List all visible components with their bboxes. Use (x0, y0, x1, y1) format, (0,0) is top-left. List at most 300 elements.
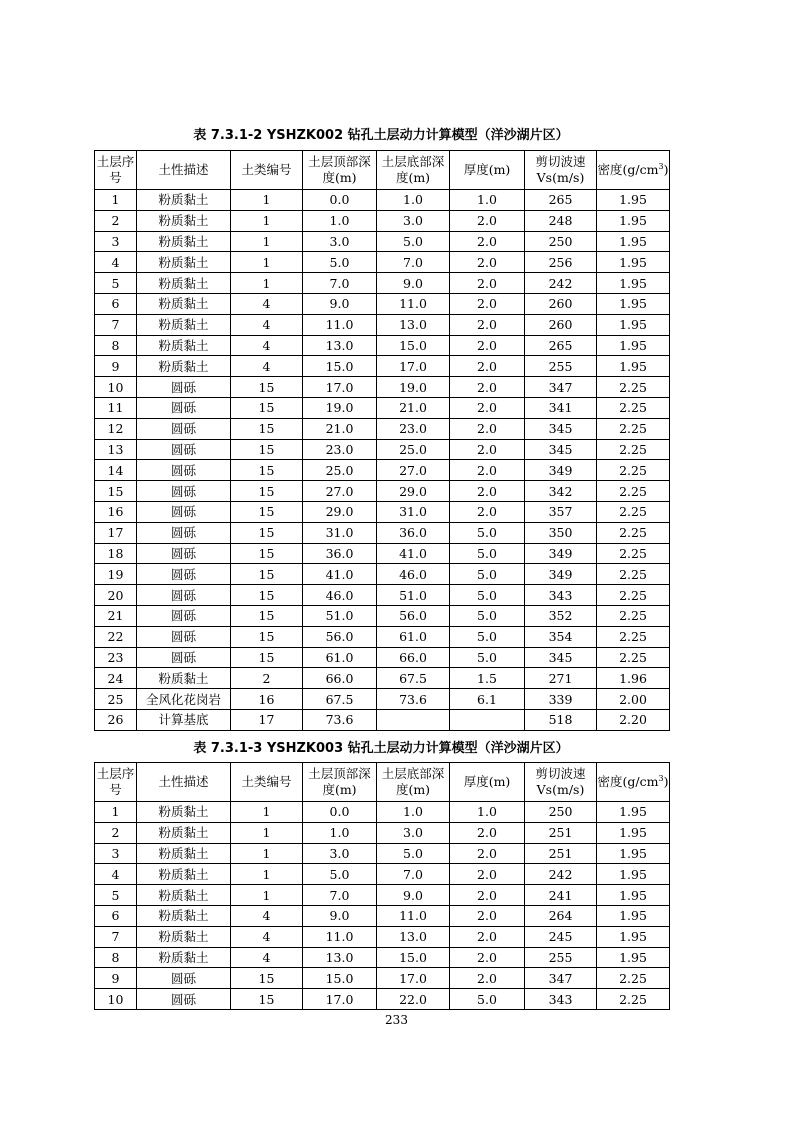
col-header-density: 密度$(g/cm^3)$ (597, 151, 670, 190)
cell-layer-no: 2 (95, 210, 137, 231)
cell-soil-desc: 粉质黏土 (137, 231, 231, 252)
table-row (95, 522, 670, 543)
cell-top-depth: 11.0 (303, 926, 377, 947)
cell-layer-no: 3 (95, 231, 137, 252)
cell-top-depth: 5.0 (303, 252, 377, 273)
cell-density: 2.25 (597, 418, 670, 439)
cell-top-depth: 15.0 (303, 356, 377, 377)
cell-soil-desc: 圆砾 (137, 647, 231, 668)
cell-soil-type: 1 (231, 210, 303, 231)
cell-density: 1.95 (597, 885, 670, 906)
cell-soil-desc: 全风化花岗岩 (137, 689, 231, 710)
cell-layer-no: 20 (95, 585, 137, 606)
cell-soil-type: 17 (231, 709, 303, 730)
cell-soil-desc: 粉质黏土 (137, 356, 231, 377)
cell-top-depth: 0.0 (303, 802, 377, 823)
cell-density: 2.25 (597, 481, 670, 502)
cell-layer-no: 7 (95, 314, 137, 335)
cell-soil-desc: 粉质黏土 (137, 947, 231, 968)
cell-soil-desc: 粉质黏土 (137, 926, 231, 947)
cell-density: 2.25 (597, 397, 670, 418)
table-row (95, 460, 670, 481)
cell-bottom-depth: 51.0 (377, 585, 450, 606)
cell-soil-type: 4 (231, 905, 303, 926)
cell-shear-wave: 255 (525, 356, 597, 377)
cell-top-depth: 73.6 (303, 709, 377, 730)
cell-shear-wave: 265 (525, 335, 597, 356)
cell-density: 2.25 (597, 522, 670, 543)
table-row (95, 543, 670, 564)
cell-soil-desc: 粉质黏土 (137, 885, 231, 906)
cell-shear-wave: 265 (525, 190, 597, 211)
cell-density: 2.25 (597, 605, 670, 626)
cell-soil-type: 16 (231, 689, 303, 710)
table-row (95, 190, 670, 211)
cell-layer-no: 13 (95, 439, 137, 460)
cell-soil-desc: 圆砾 (137, 626, 231, 647)
table-row (95, 564, 670, 585)
cell-shear-wave: 354 (525, 626, 597, 647)
cell-soil-type: 15 (231, 989, 303, 1010)
cell-density: 1.95 (597, 905, 670, 926)
cell-thickness: 5.0 (450, 543, 525, 564)
cell-density: 2.20 (597, 709, 670, 730)
cell-top-depth: 1.0 (303, 822, 377, 843)
cell-layer-no: 1 (95, 190, 137, 211)
table-row (95, 802, 670, 823)
cell-top-depth: 13.0 (303, 335, 377, 356)
cell-thickness: 2.0 (450, 252, 525, 273)
cell-soil-type: 15 (231, 585, 303, 606)
cell-density: 2.25 (597, 989, 670, 1010)
cell-top-depth: 46.0 (303, 585, 377, 606)
cell-thickness: 2.0 (450, 356, 525, 377)
col-header-soil-type: 土类编号 (231, 763, 303, 802)
cell-bottom-depth: 13.0 (377, 926, 450, 947)
table-row (95, 709, 670, 730)
cell-top-depth: 41.0 (303, 564, 377, 585)
cell-thickness: 5.0 (450, 522, 525, 543)
cell-soil-type: 1 (231, 822, 303, 843)
cell-top-depth: 23.0 (303, 439, 377, 460)
cell-bottom-depth: 9.0 (377, 273, 450, 294)
cell-layer-no: 4 (95, 252, 137, 273)
cell-layer-no: 8 (95, 947, 137, 968)
cell-thickness: 2.0 (450, 397, 525, 418)
cell-density: 1.96 (597, 668, 670, 689)
cell-soil-desc: 圆砾 (137, 543, 231, 564)
table-row (95, 293, 670, 314)
cell-soil-type: 4 (231, 926, 303, 947)
cell-density: 1.95 (597, 356, 670, 377)
cell-thickness (450, 709, 525, 730)
cell-density: 1.95 (597, 926, 670, 947)
cell-top-depth: 17.0 (303, 377, 377, 398)
cell-soil-desc: 圆砾 (137, 418, 231, 439)
cell-soil-type: 1 (231, 273, 303, 294)
cell-thickness: 5.0 (450, 564, 525, 585)
col-header-bottom-depth: 土层底部深度(m) (377, 151, 450, 190)
cell-bottom-depth: 15.0 (377, 947, 450, 968)
cell-density: 2.25 (597, 564, 670, 585)
cell-soil-type: 1 (231, 190, 303, 211)
col-header-shear-wave: 剪切波速Vs(m/s) (525, 151, 597, 190)
cell-bottom-depth: 22.0 (377, 989, 450, 1010)
page-number: 233 (385, 1013, 408, 1027)
cell-bottom-depth: 61.0 (377, 626, 450, 647)
cell-soil-type: 1 (231, 231, 303, 252)
table-body (95, 190, 670, 731)
cell-soil-type: 4 (231, 314, 303, 335)
cell-thickness: 2.0 (450, 926, 525, 947)
cell-bottom-depth: 1.0 (377, 190, 450, 211)
cell-shear-wave: 242 (525, 864, 597, 885)
table-caption: 表 7.3.1-2 YSHZK002 钻孔土层动力计算模型（洋沙湖片区） (193, 128, 569, 143)
cell-bottom-depth: 19.0 (377, 377, 450, 398)
cell-bottom-depth: 46.0 (377, 564, 450, 585)
cell-thickness: 5.0 (450, 989, 525, 1010)
cell-soil-type: 15 (231, 397, 303, 418)
cell-soil-desc: 圆砾 (137, 501, 231, 522)
cell-density: 1.95 (597, 293, 670, 314)
cell-layer-no: 7 (95, 926, 137, 947)
cell-density: 1.95 (597, 190, 670, 211)
cell-soil-desc: 圆砾 (137, 439, 231, 460)
col-header-soil-desc: 土性描述 (137, 151, 231, 190)
cell-shear-wave: 349 (525, 543, 597, 564)
cell-soil-desc: 粉质黏土 (137, 314, 231, 335)
cell-bottom-depth: 11.0 (377, 905, 450, 926)
cell-thickness: 1.5 (450, 668, 525, 689)
cell-shear-wave: 345 (525, 647, 597, 668)
cell-shear-wave: 349 (525, 564, 597, 585)
cell-shear-wave: 264 (525, 905, 597, 926)
cell-bottom-depth: 17.0 (377, 356, 450, 377)
table-row (95, 439, 670, 460)
cell-shear-wave: 339 (525, 689, 597, 710)
cell-soil-type: 4 (231, 947, 303, 968)
cell-shear-wave: 251 (525, 822, 597, 843)
cell-shear-wave: 241 (525, 885, 597, 906)
cell-bottom-depth: 1.0 (377, 802, 450, 823)
cell-soil-desc: 粉质黏土 (137, 335, 231, 356)
cell-top-depth: 5.0 (303, 864, 377, 885)
cell-soil-type: 15 (231, 460, 303, 481)
table-row (95, 501, 670, 522)
cell-shear-wave: 245 (525, 926, 597, 947)
cell-soil-type: 1 (231, 802, 303, 823)
cell-soil-desc: 粉质黏土 (137, 190, 231, 211)
col-header-soil-type: 土类编号 (231, 151, 303, 190)
cell-top-depth: 9.0 (303, 293, 377, 314)
cell-bottom-depth: 15.0 (377, 335, 450, 356)
cell-soil-type: 15 (231, 647, 303, 668)
cell-top-depth: 29.0 (303, 501, 377, 522)
cell-layer-no: 19 (95, 564, 137, 585)
cell-soil-desc: 粉质黏土 (137, 864, 231, 885)
cell-bottom-depth (377, 709, 450, 730)
cell-density: 1.95 (597, 335, 670, 356)
cell-top-depth: 61.0 (303, 647, 377, 668)
table-row (95, 418, 670, 439)
cell-density: 2.25 (597, 460, 670, 481)
table-row (95, 822, 670, 843)
cell-density: 1.95 (597, 210, 670, 231)
cell-thickness: 2.0 (450, 481, 525, 502)
cell-thickness: 2.0 (450, 968, 525, 989)
cell-soil-type: 4 (231, 293, 303, 314)
cell-soil-desc: 圆砾 (137, 968, 231, 989)
cell-layer-no: 6 (95, 905, 137, 926)
cell-thickness: 2.0 (450, 460, 525, 481)
col-header-thickness: 厚度(m) (450, 151, 525, 190)
cell-soil-desc: 圆砾 (137, 605, 231, 626)
cell-layer-no: 4 (95, 864, 137, 885)
cell-shear-wave: 271 (525, 668, 597, 689)
cell-top-depth: 66.0 (303, 668, 377, 689)
cell-bottom-depth: 21.0 (377, 397, 450, 418)
cell-top-depth: 15.0 (303, 968, 377, 989)
cell-soil-type: 15 (231, 501, 303, 522)
col-header-top-depth: 土层顶部深度(m) (303, 151, 377, 190)
cell-soil-desc: 圆砾 (137, 481, 231, 502)
cell-soil-desc: 圆砾 (137, 564, 231, 585)
col-header-bottom-depth: 土层底部深度(m) (377, 763, 450, 802)
cell-density: 1.95 (597, 802, 670, 823)
cell-thickness: 2.0 (450, 335, 525, 356)
cell-soil-type: 15 (231, 968, 303, 989)
cell-top-depth: 27.0 (303, 481, 377, 502)
cell-shear-wave: 345 (525, 418, 597, 439)
table-caption: 表 7.3.1-3 YSHZK003 钻孔土层动力计算模型（洋沙湖片区） (193, 741, 569, 756)
cell-bottom-depth: 3.0 (377, 210, 450, 231)
cell-layer-no: 3 (95, 843, 137, 864)
cell-bottom-depth: 11.0 (377, 293, 450, 314)
cell-shear-wave: 256 (525, 252, 597, 273)
cell-density: 1.95 (597, 822, 670, 843)
col-header-layer-no: 土层序号 (95, 763, 137, 802)
cell-density: 1.95 (597, 273, 670, 294)
cell-top-depth: 19.0 (303, 397, 377, 418)
cell-thickness: 2.0 (450, 231, 525, 252)
cell-thickness: 2.0 (450, 885, 525, 906)
cell-bottom-depth: 5.0 (377, 843, 450, 864)
cell-bottom-depth: 36.0 (377, 522, 450, 543)
cell-density: 1.95 (597, 947, 670, 968)
table-row (95, 626, 670, 647)
cell-soil-desc: 圆砾 (137, 397, 231, 418)
cell-top-depth: 11.0 (303, 314, 377, 335)
table-row (95, 843, 670, 864)
cell-layer-no: 9 (95, 968, 137, 989)
cell-soil-type: 4 (231, 335, 303, 356)
table-row (95, 273, 670, 294)
table-row (95, 968, 670, 989)
cell-soil-type: 1 (231, 885, 303, 906)
cell-thickness: 2.0 (450, 377, 525, 398)
cell-thickness: 1.0 (450, 190, 525, 211)
cell-layer-no: 22 (95, 626, 137, 647)
cell-layer-no: 10 (95, 989, 137, 1010)
cell-thickness: 1.0 (450, 802, 525, 823)
cell-soil-type: 15 (231, 481, 303, 502)
cell-bottom-depth: 67.5 (377, 668, 450, 689)
cell-layer-no: 15 (95, 481, 137, 502)
cell-soil-desc: 圆砾 (137, 377, 231, 398)
cell-soil-desc: 粉质黏土 (137, 668, 231, 689)
cell-density: 2.25 (597, 377, 670, 398)
cell-bottom-depth: 7.0 (377, 252, 450, 273)
cell-density: 1.95 (597, 252, 670, 273)
cell-layer-no: 5 (95, 885, 137, 906)
cell-shear-wave: 347 (525, 377, 597, 398)
cell-layer-no: 18 (95, 543, 137, 564)
cell-soil-type: 15 (231, 543, 303, 564)
table-row (95, 397, 670, 418)
cell-soil-desc: 粉质黏土 (137, 822, 231, 843)
table-row (95, 231, 670, 252)
cell-shear-wave: 260 (525, 293, 597, 314)
cell-density: 2.00 (597, 689, 670, 710)
cell-layer-no: 21 (95, 605, 137, 626)
cell-density: 2.25 (597, 501, 670, 522)
cell-thickness: 2.0 (450, 843, 525, 864)
cell-thickness: 2.0 (450, 501, 525, 522)
cell-top-depth: 1.0 (303, 210, 377, 231)
cell-soil-type: 15 (231, 564, 303, 585)
cell-shear-wave: 251 (525, 843, 597, 864)
cell-thickness: 5.0 (450, 647, 525, 668)
cell-soil-type: 15 (231, 418, 303, 439)
cell-density: 1.95 (597, 314, 670, 335)
cell-shear-wave: 242 (525, 273, 597, 294)
cell-bottom-depth: 9.0 (377, 885, 450, 906)
cell-layer-no: 25 (95, 689, 137, 710)
cell-thickness: 2.0 (450, 273, 525, 294)
cell-top-depth: 51.0 (303, 605, 377, 626)
soil-layer-table (94, 150, 670, 731)
cell-top-depth: 67.5 (303, 689, 377, 710)
table-row (95, 314, 670, 335)
cell-thickness: 5.0 (450, 605, 525, 626)
cell-shear-wave: 260 (525, 314, 597, 335)
cell-soil-desc: 粉质黏土 (137, 252, 231, 273)
cell-shear-wave: 349 (525, 460, 597, 481)
col-header-soil-desc: 土性描述 (137, 763, 231, 802)
cell-bottom-depth: 17.0 (377, 968, 450, 989)
table-row (95, 335, 670, 356)
cell-thickness: 2.0 (450, 864, 525, 885)
cell-soil-type: 2 (231, 668, 303, 689)
table-body (95, 802, 670, 1010)
cell-top-depth: 25.0 (303, 460, 377, 481)
cell-soil-type: 15 (231, 522, 303, 543)
cell-density: 2.25 (597, 585, 670, 606)
cell-soil-desc: 圆砾 (137, 460, 231, 481)
cell-layer-no: 5 (95, 273, 137, 294)
cell-layer-no: 2 (95, 822, 137, 843)
cell-shear-wave: 347 (525, 968, 597, 989)
table-row (95, 210, 670, 231)
cell-top-depth: 21.0 (303, 418, 377, 439)
cell-soil-type: 15 (231, 605, 303, 626)
cell-shear-wave: 248 (525, 210, 597, 231)
cell-soil-desc: 粉质黏土 (137, 905, 231, 926)
cell-soil-type: 15 (231, 377, 303, 398)
table-row (95, 668, 670, 689)
cell-layer-no: 10 (95, 377, 137, 398)
cell-soil-desc: 粉质黏土 (137, 802, 231, 823)
cell-top-depth: 3.0 (303, 843, 377, 864)
cell-layer-no: 14 (95, 460, 137, 481)
cell-density: 2.25 (597, 439, 670, 460)
cell-shear-wave: 255 (525, 947, 597, 968)
table-row (95, 926, 670, 947)
table-row (95, 864, 670, 885)
col-header-shear-wave: 剪切波速Vs(m/s) (525, 763, 597, 802)
table-row (95, 947, 670, 968)
cell-top-depth: 13.0 (303, 947, 377, 968)
cell-bottom-depth: 23.0 (377, 418, 450, 439)
table-row (95, 689, 670, 710)
cell-soil-desc: 粉质黏土 (137, 843, 231, 864)
cell-shear-wave: 350 (525, 522, 597, 543)
cell-thickness: 2.0 (450, 439, 525, 460)
cell-thickness: 2.0 (450, 293, 525, 314)
cell-top-depth: 56.0 (303, 626, 377, 647)
cell-density: 1.95 (597, 864, 670, 885)
col-header-layer-no: 土层序号 (95, 151, 137, 190)
cell-density: 2.25 (597, 543, 670, 564)
cell-soil-desc: 粉质黏土 (137, 273, 231, 294)
cell-layer-no: 9 (95, 356, 137, 377)
cell-shear-wave: 342 (525, 481, 597, 502)
cell-top-depth: 0.0 (303, 190, 377, 211)
cell-layer-no: 8 (95, 335, 137, 356)
cell-top-depth: 36.0 (303, 543, 377, 564)
cell-density: 1.95 (597, 843, 670, 864)
cell-bottom-depth: 7.0 (377, 864, 450, 885)
table-row (95, 377, 670, 398)
cell-thickness: 2.0 (450, 947, 525, 968)
table-row (95, 356, 670, 377)
cell-soil-desc: 圆砾 (137, 989, 231, 1010)
cell-top-depth: 9.0 (303, 905, 377, 926)
cell-top-depth: 7.0 (303, 273, 377, 294)
cell-bottom-depth: 3.0 (377, 822, 450, 843)
cell-layer-no: 17 (95, 522, 137, 543)
cell-shear-wave: 345 (525, 439, 597, 460)
cell-bottom-depth: 25.0 (377, 439, 450, 460)
col-header-thickness: 厚度(m) (450, 763, 525, 802)
cell-soil-type: 1 (231, 843, 303, 864)
cell-shear-wave: 250 (525, 802, 597, 823)
cell-thickness: 2.0 (450, 905, 525, 926)
cell-layer-no: 24 (95, 668, 137, 689)
col-header-density: 密度$(g/cm^3)$ (597, 763, 670, 802)
cell-soil-desc: 粉质黏土 (137, 210, 231, 231)
col-header-top-depth: 土层顶部深度(m) (303, 763, 377, 802)
cell-soil-type: 1 (231, 864, 303, 885)
cell-top-depth: 31.0 (303, 522, 377, 543)
table-row (95, 481, 670, 502)
cell-bottom-depth: 27.0 (377, 460, 450, 481)
cell-soil-desc: 计算基底 (137, 709, 231, 730)
cell-shear-wave: 341 (525, 397, 597, 418)
cell-shear-wave: 518 (525, 709, 597, 730)
table-row (95, 585, 670, 606)
cell-top-depth: 7.0 (303, 885, 377, 906)
